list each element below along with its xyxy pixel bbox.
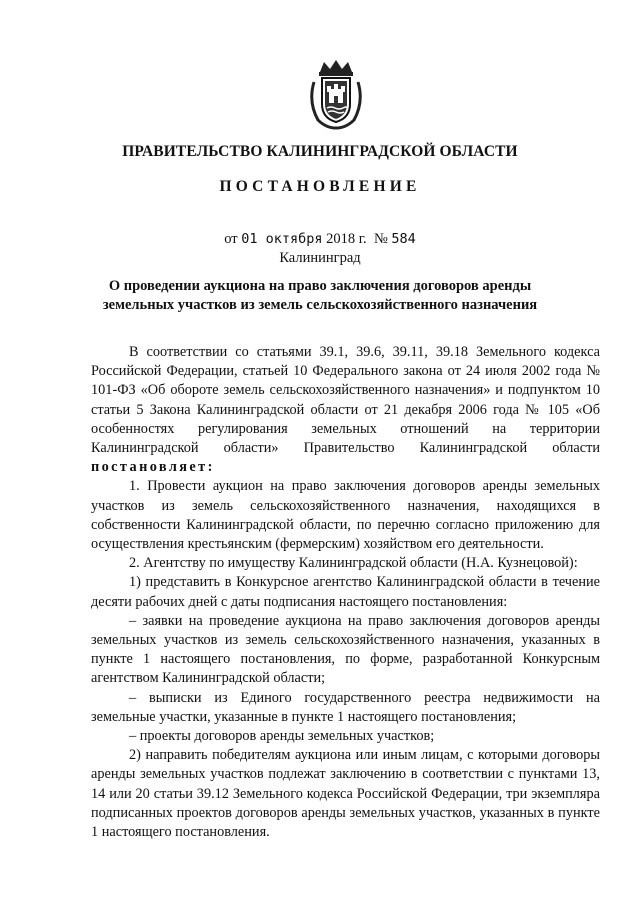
preamble-text: В соответствии со статьями 39.1, 39.6, 39.11, 39.18 Земельного кодекса Российской Федерации, статьей 10 Федерального закона от 24 июля 2002 года № 101-ФЗ «Об обороте земель сельскохозяйственного назначения» и подпунктом 10 статьи 5 Закона Калининградской области от 21 декабря 2006 года № 105 «Об особенностях регулирования земельных отношений на территории Калининградской области» Правительство Калининградской области <box>91 344 600 457</box>
date-prefix: от <box>224 231 238 247</box>
date-handwritten: 01 октября <box>241 231 323 247</box>
date-number-line <box>0 231 640 248</box>
year: 2018 г. <box>326 231 367 247</box>
dash-item-3: – проекты договоров аренды земельных участков; <box>129 728 435 745</box>
document-type: ПОСТАНОВЛЕНИЕ <box>219 178 421 195</box>
city: Калининград <box>279 250 361 266</box>
resolves-word: постановляет: <box>91 459 215 476</box>
dash-item-1: – заявки на проведение аукциона на право заключения договоров аренды земельных участков из земель сельскохозяйственного назначения, указанных в пункте 1 настоящего постановления, по форме, разработанной Конкурсным агентством Калининградской области; <box>91 612 600 687</box>
item-2-1: 1) представить в Конкурсное агентство Калининградской области в течение десяти рабочих дней с даты подписания настоящего постановления: <box>91 574 600 610</box>
item-1: 1. Провести аукцион на право заключения договоров аренды земельных участков из земель сельскохозяйственного назначения, находящихся в собственности Калининградской области, по перечню согласно приложению для осуществления крестьянским (фермерским) хозяйством его деятельности. <box>91 478 600 553</box>
document-number: 584 <box>391 231 416 247</box>
document-body <box>91 343 600 842</box>
document-subject <box>0 277 640 315</box>
item-2: 2. Агентству по имуществу Калининградской области (Н.А. Кузнецовой): <box>129 555 578 572</box>
number-label: № <box>373 231 388 247</box>
subject-line-1: О проведении аукциона на право заключения договоров аренды <box>108 278 532 294</box>
dash-item-2: – выписки из Единого государственного реестра недвижимости на земельные участки, указанные в пункте 1 настоящего постановления; <box>91 689 600 725</box>
item-2-2: 2) направить победителям аукциона или иным лицам, с которыми договоры аренды земельных участков подлежат заключению в соответствии с пунктами 13, 14 или 20 статьи 39.12 Земельного кодекса Российской Федерации, три экземпляра подписанных проектов договоров аренды земельных участков, указанных в пункте 1 настоящего постановления. <box>91 747 600 841</box>
organization-title: ПРАВИТЕЛЬСТВО КАЛИНИНГРАДСКОЙ ОБЛАСТИ <box>122 143 518 160</box>
kaliningrad-coat-of-arms-icon <box>306 58 366 130</box>
preamble-paragraph <box>91 343 600 477</box>
subject-line-2: земельных участков из земель сельскохозяйственного назначения <box>102 297 538 313</box>
